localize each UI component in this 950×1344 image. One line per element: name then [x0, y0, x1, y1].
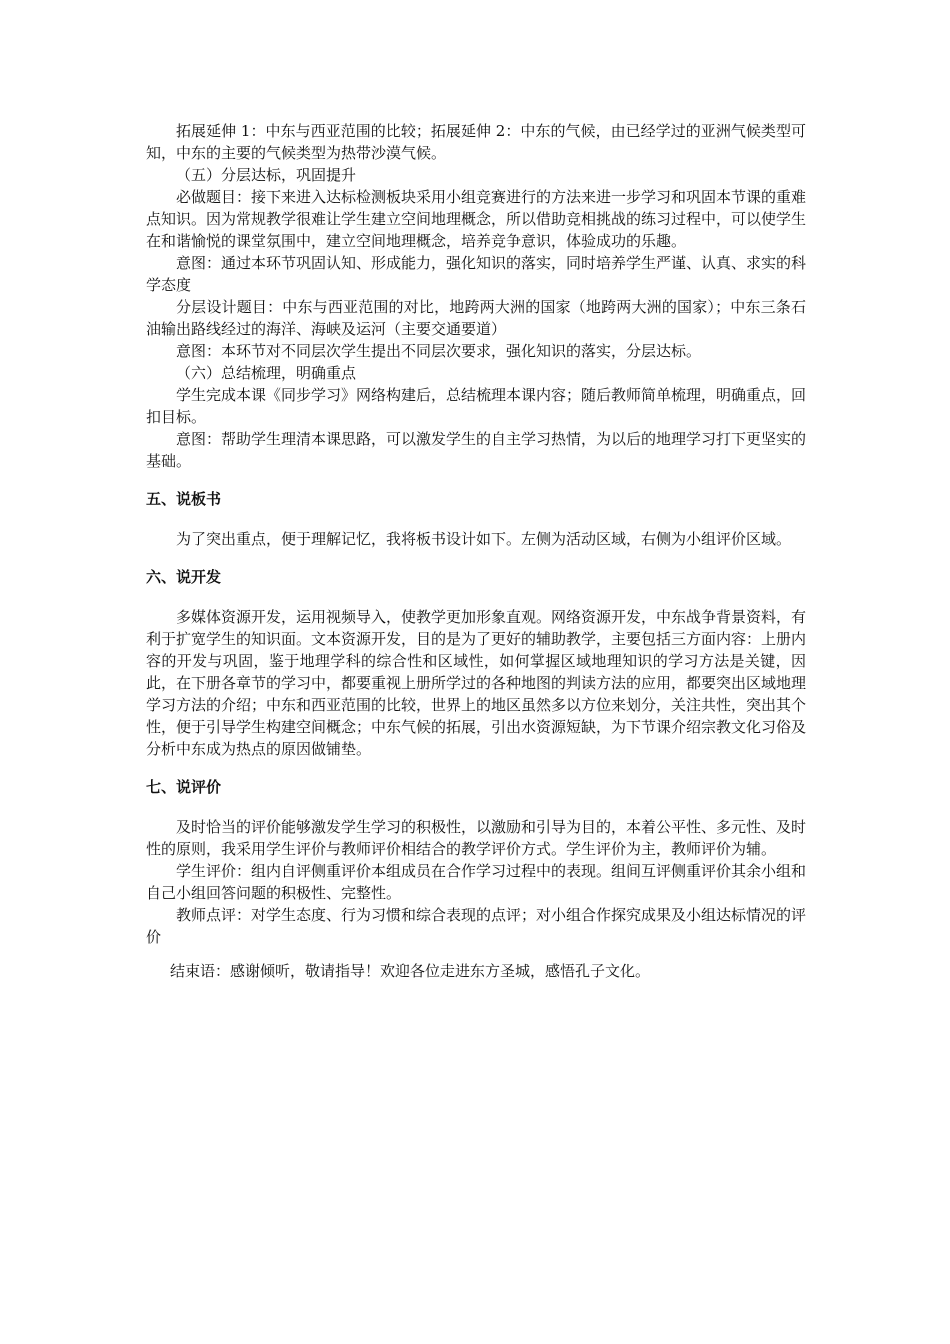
paragraph-summary: 学生完成本课《同步学习》网络构建后，总结梳理本课内容；随后教师简单梳理，明确重点，回扣目标。 [146, 386, 807, 426]
closing-remarks: 结束语：感谢倾听，敬请指导！欢迎各位走进东方圣城，感悟孔子文化。 [170, 962, 651, 980]
paragraph-student-evaluation: 学生评价：组内自评侧重评价本组成员在合作学习过程中的表现。组间互评侧重评价其余小组和自己小组回答问题的积极性、完整性。 [146, 862, 807, 902]
paragraph-teacher-evaluation: 教师点评：对学生态度、行为习惯和综合表现的点评；对小组合作探究成果及小组达标情况的评价 [146, 906, 807, 946]
paragraph-required-questions: 必做题目：接下来进入达标检测板块采用小组竞赛进行的方法来进一步学习和巩固本节课的重难点知识。因为常规教学很难让学生建立空间地理概念，所以借助竞相挑战的练习过程中，可以使学生在和谐愉悦的课堂氛围中，建立空间地理概念，培养竞争意识，体验成功的乐趣。 [146, 188, 807, 250]
heading-blackboard: 五、说板书 [146, 490, 222, 508]
subheading-six: （六）总结梳理，明确重点 [176, 364, 357, 382]
paragraph-evaluation-intro: 及时恰当的评价能够激发学生学习的积极性，以激励和引导为目的，本着公平性、多元性、及时性的原则，我采用学生评价与教师评价相结合的教学评价方式。学生评价为主，教师评价为辅。 [146, 818, 807, 858]
paragraph-development: 多媒体资源开发，运用视频导入，使教学更加形象直观。网络资源开发，中东战争背景资料，有利于扩宽学生的知识面。文本资源开发，目的是为了更好的辅助教学，主要包括三方面内容：上册内容的开发与巩固，鉴于地理学科的综合性和区域性，如何掌握区域地理知识的学习方法是关键，因此，在下册各章节的学习中，都要重视上册所学过的各种地图的判读方法的应用，都要突出区域地理学习方法的介绍；中东和西亚范围的比较，世界上的地区虽然多以方位来划分，关注共性，突出其个性，便于引导学生构建空间概念；中东气候的拓展，引出水资源短缺，为下节课介绍宗教文化习俗及分析中东成为热点的原因做铺垫。 [146, 608, 807, 758]
paragraph-intent-1: 意图：通过本环节巩固认知、形成能力，强化知识的落实，同时培养学生严谨、认真、求实的科学态度 [146, 254, 807, 294]
document-page [146, 120, 806, 982]
paragraph-layered-design: 分层设计题目：中东与西亚范围的对比，地跨两大洲的国家（地跨两大洲的国家）；中东三条石油输出路线经过的海洋、海峡及运河（主要交通要道） [146, 298, 806, 338]
heading-development: 六、说开发 [146, 568, 222, 586]
paragraph-intent-3: 意图：帮助学生理清本课思路，可以激发学生的自主学习热情，为以后的地理学习打下更坚实的基础。 [146, 430, 807, 470]
heading-evaluation: 七、说评价 [146, 778, 222, 796]
paragraph-extension: 拓展延伸 1：中东与西亚范围的比较；拓展延伸 2：中东的气候，由已经学过的亚洲气候类型可知，中东的主要的气候类型为热带沙漠气候。 [146, 122, 806, 162]
subheading-five: （五）分层达标，巩固提升 [176, 166, 357, 184]
paragraph-blackboard: 为了突出重点，便于理解记忆，我将板书设计如下。左侧为活动区域，右侧为小组评价区域。 [176, 530, 792, 548]
paragraph-intent-2: 意图：本环节对不同层次学生提出不同层次要求，强化知识的落实，分层达标。 [176, 342, 702, 360]
